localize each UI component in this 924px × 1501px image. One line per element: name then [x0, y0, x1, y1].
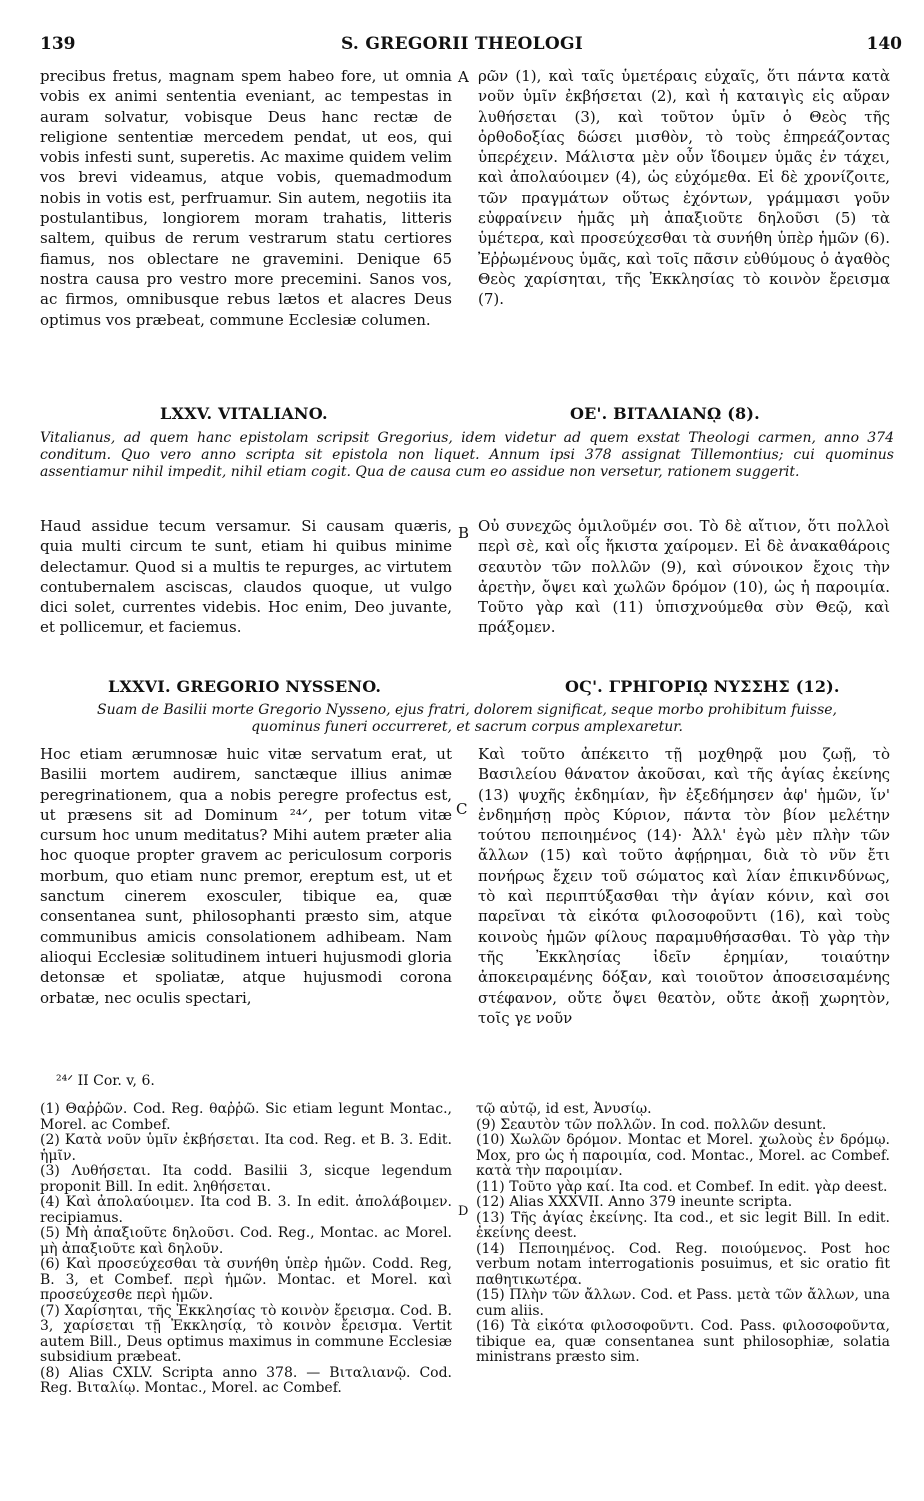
page-number-left: 139	[40, 34, 76, 54]
footnote: (2) Κατὰ νοῦν ὑμῖν ἐκβήσεται. Ita cod. Reg. et B. 3. Edit. ἡμῖν.	[40, 1132, 452, 1164]
intro-line: Suam de Basilii morte Gregorio Nysseno, ejus fratri, dolorem significat, seque morbo prohibitum fuisse,	[96, 702, 838, 718]
margin-marker-c: C	[456, 800, 468, 818]
latin-text: Haud assidue tecum versamur. Si causam quæris, quia multi circum te sunt, etiam hi quibus minime delectamur. Quod si a multis te repurges, ac virtutem contubernalem asciscas, claudos quoque, ut vulgo dici solet, currentes videbis. Hoc enim, Deo juvante, et pollicemur, et faciemus.	[40, 517, 452, 637]
greek-text: Οὐ συνεχῶς ὁμιλοῦμέν σοι. Τὸ δὲ αἴτιον, ὅτι πολλοὶ περὶ σὲ, καὶ οἷς ἥκιστα χαίρομεν. Εἰ δὲ ἀνακαθάροις σεαυτὸν τῶν πολλῶν (9), καὶ σύνοικον ἔχοις τὴν ἀρετὴν, ὄψει καὶ χωλῶν δρόμον (10), ὡς ἡ παροιμία. Τοῦτο γὰρ καὶ (11) ὑπισχνούμεθα σὺν Θεῷ, καὶ πράξομεν.	[478, 517, 890, 637]
footnote: (10) Χωλῶν δρόμον. Montac et Morel. χωλοὺς ἐν δρόμῳ. Mox, pro ὡς ἡ παροιμία, cod. Montac., Morel. ac Combef. κατὰ τὴν παροιμίαν.	[476, 1132, 890, 1179]
section-title-greek: ΟΕ'. ΒΙΤΑΛΙΑΝῼ (8).	[570, 404, 760, 423]
footnote: (14) Πεποιημένος. Cod. Reg. ποιούμενος. Post hoc verbum notam interrogationis posuimus, et sic oratio fit παθητικωτέρα.	[476, 1240, 890, 1288]
footnote: (5) Μὴ ἀπαξιοῦτε δηλοῦσι. Cod. Reg., Montac. ac Morel. μὴ ἀπαξιοῦτε καὶ δηλοῦν.	[40, 1225, 452, 1257]
greek-text: ρῶν (1), καὶ ταῖς ὑμετέραις εὐχαῖς, ὅτι πάντα κατὰ νοῦν ὑμῖν ἐκβήσεται (2), καὶ ἡ καταιγὶς εἰς αὔραν λυθήσεται (3), καὶ τοῦτον ὑμῖν ὁ Θεὸς τῆς ὀρθοδοξίας δώσει μισθὸν, τὸ τοὺς ἐπηρεάζοντας ὑπερέχειν. Μάλιστα μὲν οὖν ἴδοιμεν ὑμᾶς ἐν τάχει, καὶ ἀπολαύοιμεν (4), ὡς εὐχόμεθα. Εἰ δὲ χρονίζοιτε, τῶν πραγμάτων οὕτως ἐχόντων, γράμμασι γοῦν εὐφραίνειν ἡμᾶς μὴ ἀπαξιοῦτε δηλοῦσι (5) τὰ ὑμέτερα, καὶ προσεύχεσθαι τὰ συνήθη ὑπὲρ ἡμῶν (6). Ἐῤῥωμένους ὑμᾶς, καὶ τοῖς πᾶσιν εὐθύμους ὁ ἀγαθὸς Θεὸς χαρίσηται, τῆς Ἐκκλησίας τὸ κοινὸν ἔρεισμα (7).	[478, 67, 890, 309]
footnote: (12) Alias XXXVII. Anno 379 ineunte scripta.	[476, 1194, 793, 1210]
footnote: (1) Θαῤῥῶν. Cod. Reg. θαῤῥῶ. Sic etiam legunt Montac., Morel. ac Combef.	[40, 1101, 452, 1133]
section-title-greek: ΟϚ'. ΓΡΗΓΟΡΙῼ ΝΥΣΣΗΣ (12).	[565, 677, 840, 696]
greek-column-sec3	[478, 744, 890, 1028]
footnotes-right	[476, 1102, 890, 1366]
footnote: (15) Πλὴν τῶν ἄλλων. Cod. et Pass. μετὰ τῶν ἄλλων, una cum aliis.	[476, 1287, 890, 1319]
greek-column-sec2	[478, 516, 890, 638]
section-intro: Vitalianus, ad quem hanc epistolam scripsit Gregorius, idem videtur ad quem exstat Theologi carmen, anno 374 conditum. Quo vero anno scripta sit epistola non liquet. Annum ipsi 378 assignat Tillemontius; cui quominus assentiamur nihil impedit, nihil etiam cogit. Qua de causa cum eo assidue non versetur, rationem suggerit.	[40, 430, 894, 480]
footnote: (11) Τοῦτο γὰρ καί. Ita cod. et Combef. In edit. γὰρ deest.	[476, 1178, 888, 1195]
section-title-latin: LXXVI. GREGORIO NYSSENO.	[108, 677, 382, 696]
greek-column-sec1	[478, 66, 890, 310]
footnote: (4) Καὶ ἀπολαύοιμεν. Ita cod B. 3. In edit. ἀπολάβοιμεν. recipiamus.	[40, 1194, 452, 1226]
footnote: (3) Λυθήσεται. Ita codd. Basilii 3, sicque legendum proponit Bill. In edit. ληθήσεται.	[40, 1163, 452, 1195]
latin-column-sec2	[40, 516, 452, 638]
footnotes-left	[40, 1102, 452, 1397]
latin-column-sec1	[40, 66, 452, 330]
footnote: (8) Alias CXLV. Scripta anno 378. — Βιταλιανῷ. Cod. Reg. Βιταλίῳ. Montac., Morel. ac Combef.	[40, 1364, 452, 1396]
latin-text: Hoc etiam ærumnosæ huic vitæ servatum erat, ut Basilii mortem audirem, sanctæque illius animæ peregrinationem, qua a nobis peregre profectus est, ut præsens sit ad Dominum ²⁴ᐟ, per totum vitæ cursum hoc unum meditatus? Mihi autem præter alia hoc quoque propter gravem ac periculosum corporis morbum, quo etiam nunc premor, ereptum est, ut et sanctum cinerem exosculer, tibique ea, quæ consentanea sunt, philosophanti præsto sim, atque communibus amicis consolationem adhibeam. Nam alioqui Ecclesiæ solitudinem intueri hujusmodi gloria detonsæ et spoliatæ, atque hujusmodi corona orbatæ, nec oculis spectari,	[40, 745, 452, 1007]
footnote: (6) Καὶ προσεύχεσθαι τὰ συνήθη ὑπὲρ ἡμῶν. Codd. Reg, B. 3, et Combef. περὶ ἡμῶν. Montac. et Morel. καὶ προσεύχεσθε περὶ ἡμῶν.	[40, 1256, 452, 1303]
latin-column-sec3	[40, 744, 452, 1008]
footnote: (7) Χαρίσηται, τῆς Ἐκκλησίας τὸ κοινὸν ἔρεισμα. Cod. B. 3, χαρίσεται τῇ Ἐκκλησίᾳ, τὸ κοινὸν ἔρεισμα. Vertit autem Bill., Deus optimus maximus in commune Ecclesiæ subsidium præbeat.	[40, 1302, 452, 1365]
section-title-latin: LXXV. VITALIANO.	[160, 404, 328, 423]
latin-text: precibus fretus, magnam spem habeo fore, ut omnia vobis ex animi sententia eveniant, ac tempestas in auram solvatur, vobisque Deus hanc rectæ de religione sententiæ mercedem pendat, ut eos, qui vobis infesti sunt, superetis. Ac maxime quidem velim vos brevi videamus, atque vobis, quemadmodum nobis in votis est, perfruamur. Sin autem, negotiis ita postulantibus, longiorem moram trahatis, litteris saltem, quibus de rerum vestrarum statu certiores fiamus, nos oblectare ne gravemini. Denique 65 nostra causa pro vestro more precemini. Sanos vos, ac firmos, omnibusque rebus lætos et alacres Deus optimus vos præbeat, commune Ecclesiæ columen.	[40, 67, 452, 329]
greek-text: Καὶ τοῦτο ἀπέκειτο τῇ μοχθηρᾷ μου ζωῇ, τὸ Βασιλείου θάνατον ἀκοῦσαι, καὶ τῆς ἁγίας ἐκείνης (13) ψυχῆς ἐκδημίαν, ἣν ἐξεδήμησεν ἀφ' ἡμῶν, ἵν' ἐνδημήσῃ πρὸς Κύριον, πάντα τὸν βίον μελέτην τούτου πεποιημένος (14)· Ἀλλ' ἐγὼ μὲν πλὴν τῶν ἄλλων (15) καὶ τοῦτο ἀφῄρημαι, διὰ τὸ νῦν ἔτι πονήρως ἔχειν τοῦ σώματος καὶ λίαν ἐπικινδύνως, τὸ καὶ περιπτύξασθαι τὴν ἁγίαν κόνιν, καὶ σοι παρεῖναι τὰ εἰκότα φιλοσοφοῦντι (16), καὶ τοὺς κοινοὺς ἡμῶν φίλους παραμυθήσασθαι. Τὸ γὰρ τὴν τῆς Ἐκκλησίας ἰδεῖν ἐρημίαν, τοιαύτην ἀποκειραμένης δόξαν, καὶ τοιοῦτον ἀποσεισαμένης στέφανον, οὔτε ὄψει θεατὸν, οὔτε ἀκοῇ χωρητὸν, τοῖς γε νοῦν	[478, 745, 890, 1027]
scripture-footnote	[40, 1074, 452, 1090]
margin-marker-d: D	[458, 1204, 469, 1219]
margin-marker-a: A	[458, 68, 469, 86]
footnote: (16) Τὰ εἰκότα φιλοσοφοῦντι. Cod. Pass. φιλοσοφοῦντα, tibique ea, quæ consentanea sunt philosophiæ, solatia ministrans præsto sim.	[476, 1318, 890, 1365]
section-intro	[40, 702, 894, 736]
footnote: (13) Τῆς ἁγίας ἐκείνης. Ita cod., et sic legit Bill. In edit. ἐκείνης deest.	[476, 1209, 890, 1241]
page-number-right: 140	[866, 34, 902, 54]
footnote: ²⁴ᐟ II Cor. v, 6.	[56, 1073, 155, 1089]
intro-line: quominus funeri occurreret, et sacrum corpus amplexaretur.	[251, 719, 683, 735]
footnote: τῷ αὐτῷ, id est, Ἀνυσίῳ.	[476, 1101, 652, 1117]
running-title: S. GREGORII THEOLOGI	[340, 34, 584, 54]
footnote: (9) Σεαυτὸν τῶν πολλῶν. In cod. πολλῶν desunt.	[476, 1116, 827, 1133]
margin-marker-b: B	[458, 524, 470, 542]
